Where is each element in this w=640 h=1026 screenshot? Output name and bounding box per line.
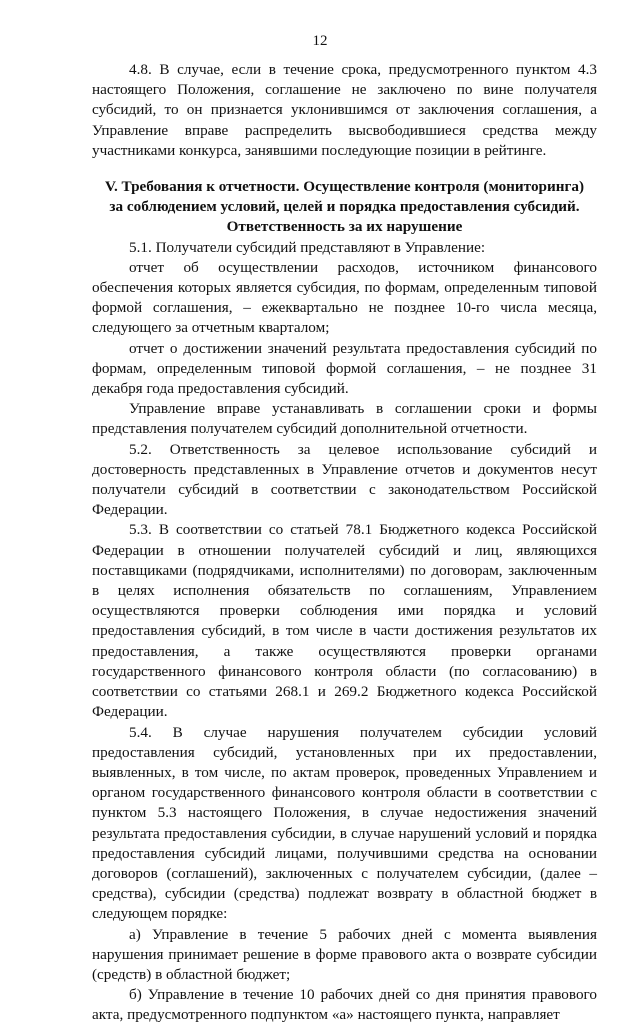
paragraph-5-4-a: а) Управление в течение 5 рабочих дней с момента выявления нарушения принимает решение в форме правового акта о возврате субсидии (средств) в областной бюджет; xyxy=(92,925,597,983)
section-heading xyxy=(92,177,597,238)
paragraph-5-4: 5.4. В случае нарушения получателем субсидии условий предоставления субсидий, установленных при их предоставлении, выявленных, в том числе, по актам проверок, проведенных Управлением и органом государственного финансового контроля области в соответствии с пунктом 5.3 настоящего Положения, в случае недостижения значений результата предоставления субсидии, в случае нарушений условий и порядка предоставления субсидий лицами, получившими средства на основании договоров (соглашений), заключенных с получателем субсидии, (далее – средства), субсидии (средства) подлежат возврату в областной бюджет в следующем порядке: xyxy=(92,723,597,923)
paragraph-4-8: 4.8. В случае, если в течение срока, предусмотренного пунктом 4.3 настоящего Положения, соглашение не заключено по вине получателя субсидий, то он признается уклонившимся от заключения соглашения, а Управление вправе распределить высвободившиеся средства между участниками конкурса, занявшими последующие позиции в рейтинге. xyxy=(92,61,597,159)
page-number: 12 xyxy=(312,33,328,49)
paragraph-5-2: 5.2. Ответственность за целевое использование субсидий и достоверность представленных в Управление отчетов и документов несут получатели субсидий в соответствии с законодательством Российской Федерации. xyxy=(92,440,597,519)
document-body xyxy=(92,60,597,1026)
paragraph-5-4-b: б) Управление в течение 10 рабочих дней со дня принятия правового акта, предусмотренного подпунктом «а» настоящего пункта, направляет xyxy=(92,986,597,1024)
section-heading-line: V. Требования к отчетности. Осуществление контроля (мониторинга) xyxy=(104,178,585,196)
section-heading-line: за соблюдением условий, целей и порядка предоставления субсидий. xyxy=(109,198,580,216)
paragraph-5-1: 5.1. Получатели субсидий представляют в Управление: xyxy=(129,238,486,256)
paragraph-additional-reporting: Управление вправе устанавливать в соглашении сроки и формы представления получателем субсидий дополнительной отчетности. xyxy=(92,400,597,438)
paragraph-result-report: отчет о достижении значений результата предоставления субсидий по формам, определенным типовой формой соглашения, – не позднее 31 декабря года предоставления субсидий. xyxy=(92,339,597,398)
paragraph-5-3: 5.3. В соответствии со статьей 78.1 Бюджетного кодекса Российской Федерации в отношении получателей субсидий и лиц, являющихся поставщиками (подрядчиками, исполнителями) по договорам, заключенным в целях исполнения обязательств по соглашениям, Управлением осуществляются проверки соблюдения ими порядка и условий предоставления субсидий, в том числе в части достижения результатов их предоставления, а также осуществляются проверки органами государственного финансового контроля области (по согласованию) в соответствии со статьями 268.1 и 269.2 Бюджетного кодекса Российской Федерации. xyxy=(92,521,597,721)
paragraph-expense-report: отчет об осуществлении расходов, источником финансового обеспечения которых является субсидия, по формам, определенным типовой формой соглашения, – ежеквартально не позднее 10-го числа месяца, следующего за отчетным кварталом; xyxy=(92,258,597,337)
section-heading-line: Ответственность за их нарушение xyxy=(226,218,463,236)
